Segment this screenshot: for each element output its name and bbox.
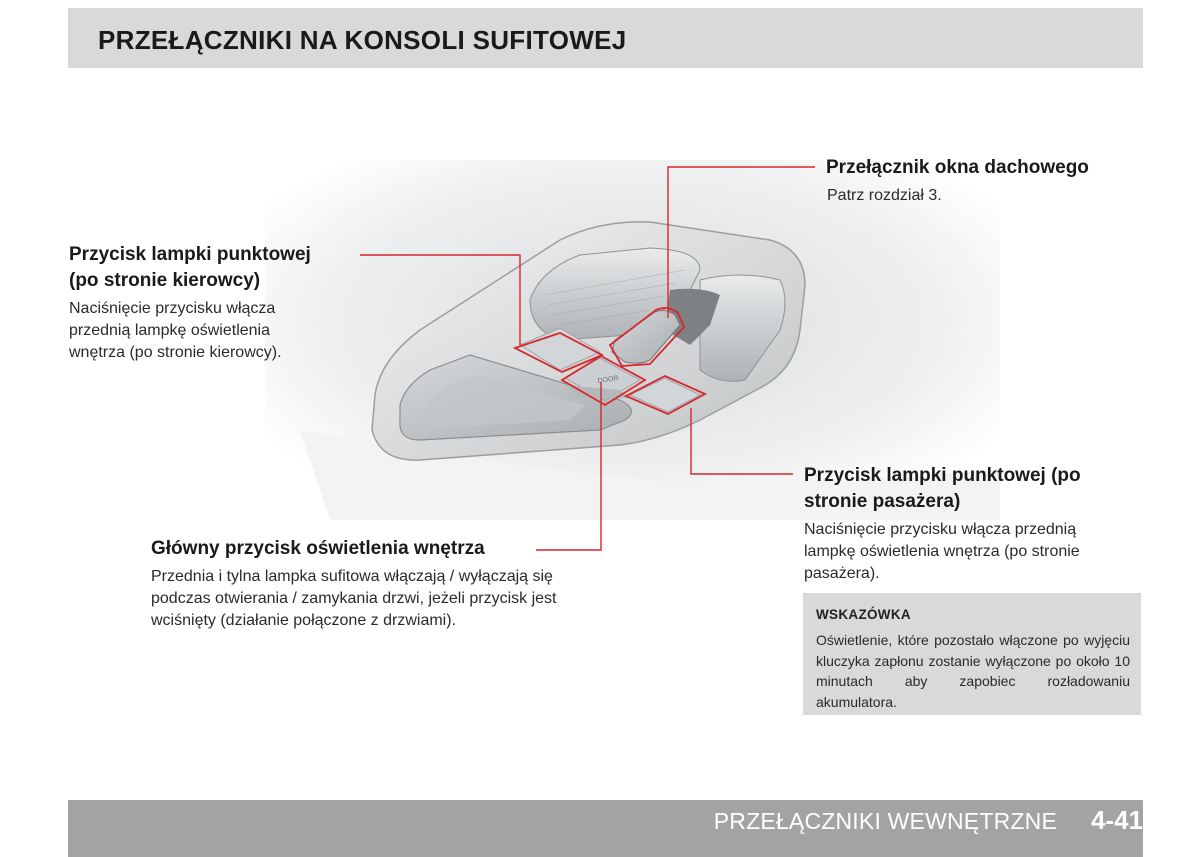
passenger-spot-body-line2: lampkę oświetlenia wnętrza (po stronie xyxy=(804,543,1080,560)
note-title: WSKAZÓWKA xyxy=(816,607,911,622)
note-box xyxy=(803,593,1141,715)
main-light-title: Główny przycisk oświetlenia wnętrza xyxy=(151,538,485,559)
driver-spot-title-line2: (po stronie kierowcy) xyxy=(69,270,261,291)
passenger-spot-body-line3: pasażera). xyxy=(804,565,880,582)
page-title: PRZEŁĄCZNIKI NA KONSOLI SUFITOWEJ xyxy=(98,25,627,55)
passenger-spot-title-line2: stronie pasażera) xyxy=(804,491,961,512)
driver-spot-body-line3: wnętrza (po stronie kierowcy). xyxy=(69,344,282,361)
sunroof-switch-title: Przełącznik okna dachowego xyxy=(826,157,1089,178)
main-light-body-line1: Przednia i tylna lampka sufitowa włączają / wyłączają się xyxy=(151,568,553,585)
page-number: 4-41 xyxy=(1090,805,1143,835)
door-button-label: DOOR xyxy=(597,375,620,385)
passenger-spot-title-line1: Przycisk lampki punktowej (po xyxy=(804,465,1081,486)
driver-spot-body-line1: Naciśnięcie przycisku włącza xyxy=(69,300,276,317)
driver-spot-title-line1: Przycisk lampki punktowej xyxy=(69,244,311,265)
main-light-body-line2: podczas otwierania / zamykania drzwi, jeżeli przycisk jest xyxy=(151,590,557,607)
passenger-spot-body-line1: Naciśnięcie przycisku włącza przednią xyxy=(804,521,1077,538)
driver-spot-body-line2: przednią lampkę oświetlenia xyxy=(69,322,270,339)
note-body: Oświetlenie, które pozostało włączone po wyjęciu kluczyka zapłonu zostanie wyłączone po około 10 minutach aby zapobiec rozładowaniu akumulatora. xyxy=(816,632,1130,710)
main-light-body-line3: wciśnięty (działanie połączone z drzwiami). xyxy=(151,612,457,629)
footer-section-title: PRZEŁĄCZNIKI WEWNĘTRZNE xyxy=(713,808,1057,834)
sunroof-switch-body: Patrz rozdział 3. xyxy=(827,187,942,204)
page-footer xyxy=(68,800,1143,857)
